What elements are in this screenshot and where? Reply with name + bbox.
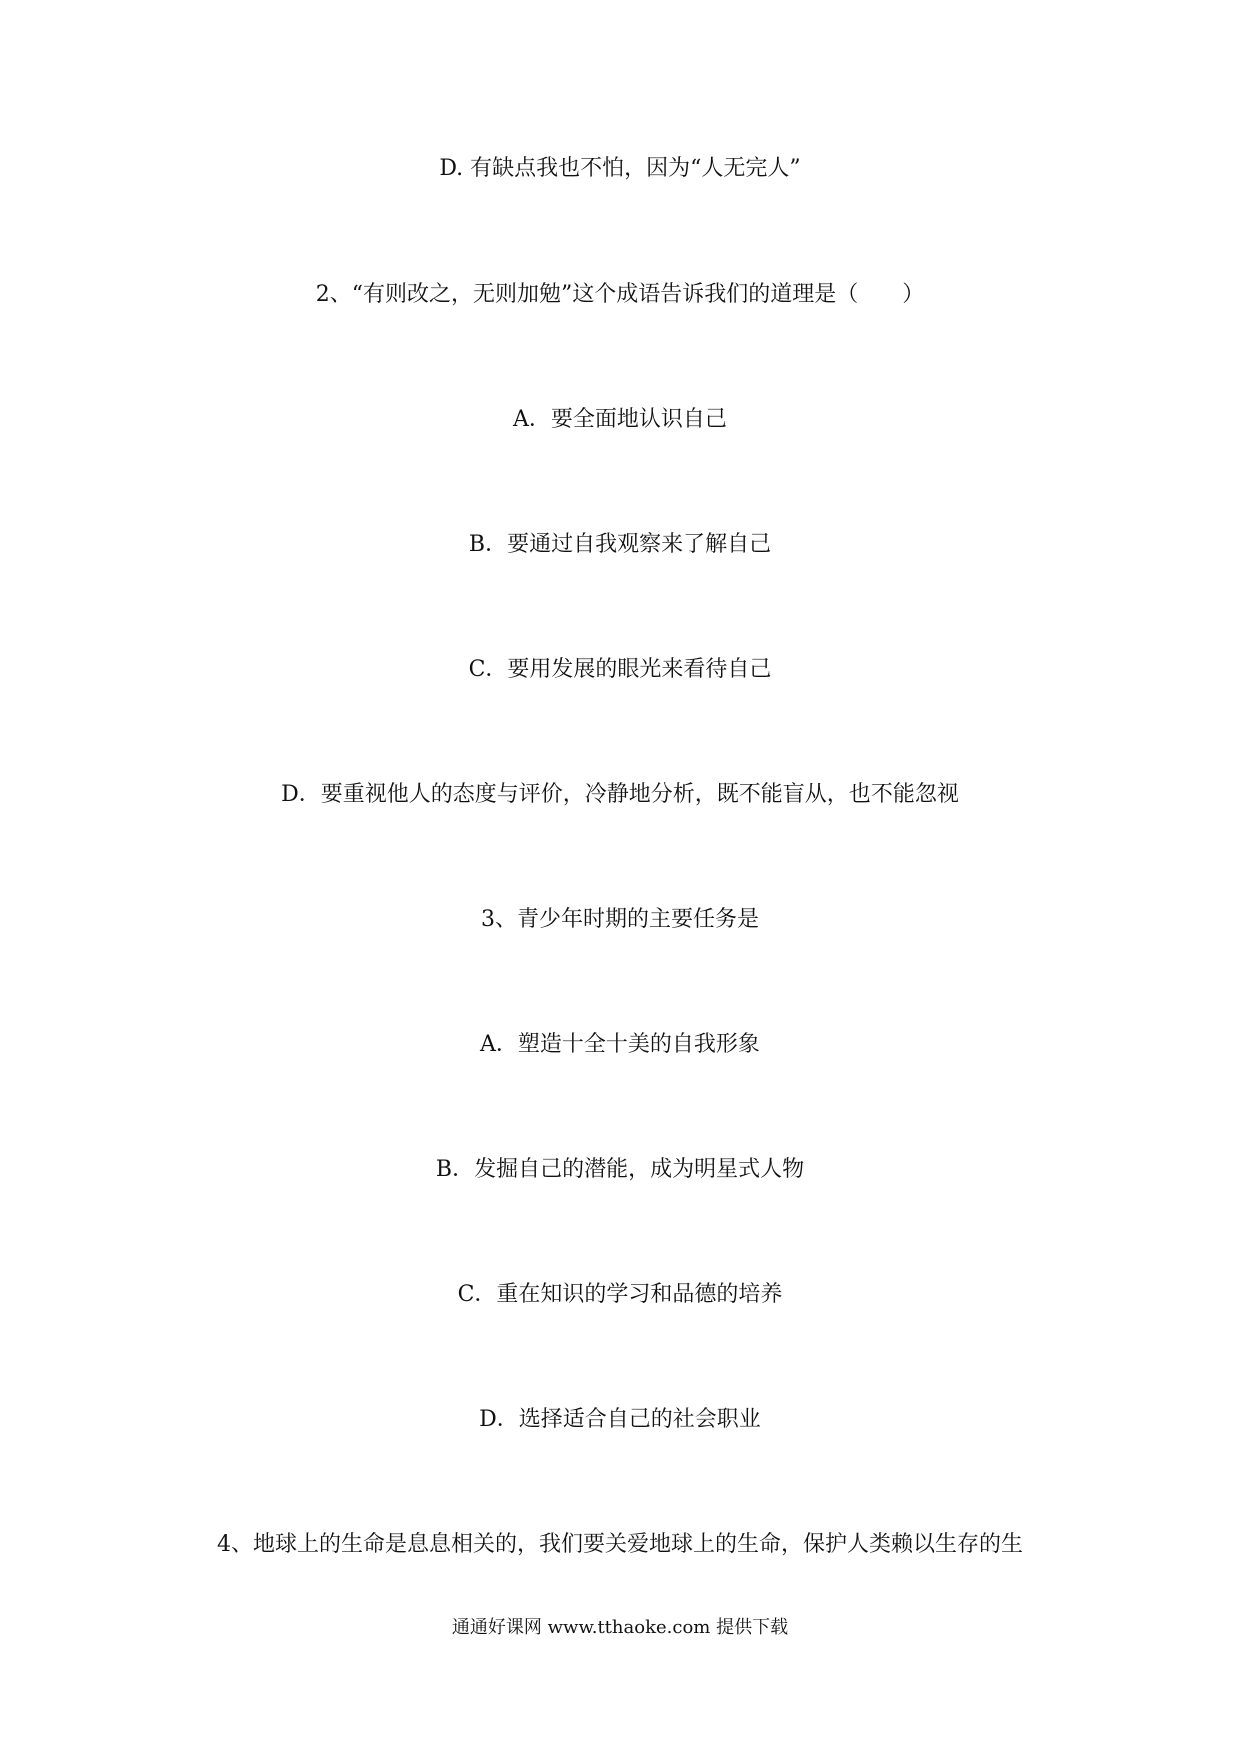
footer-credit: 通通好课网 www.tthaoke.com 提供下载 (451, 1617, 789, 1638)
option-c-q2: C．要用发展的眼光来看待自己 (468, 657, 772, 682)
option-c-q3: C．重在知识的学习和品德的培养 (457, 1282, 783, 1307)
question-4: 4、地球上的生命是息息相关的，我们要关爱地球上的生命，保护人类赖以生存的生 (217, 1532, 1023, 1557)
question-3: 3、青少年时期的主要任务是 (481, 907, 759, 932)
option-a-q3: A．塑造十全十美的自我形象 (480, 1032, 760, 1057)
option-d-q3: D．选择适合自己的社会职业 (479, 1407, 761, 1432)
option-d-q1: D. 有缺点我也不怕，因为“人无完人” (439, 156, 801, 181)
option-b-q3: B．发掘自己的潜能，成为明星式人物 (435, 1157, 805, 1182)
option-b-q2: B．要通过自我观察来了解自己 (468, 532, 772, 557)
option-d-q2: D．要重视他人的态度与评价，冷静地分析，既不能盲从，也不能忽视 (281, 782, 959, 807)
option-a-q2: A．要全面地认识自己 (513, 407, 727, 432)
question-2: 2、“有则改之，无则加勉”这个成语告诉我们的道理是（ ） (315, 282, 925, 307)
